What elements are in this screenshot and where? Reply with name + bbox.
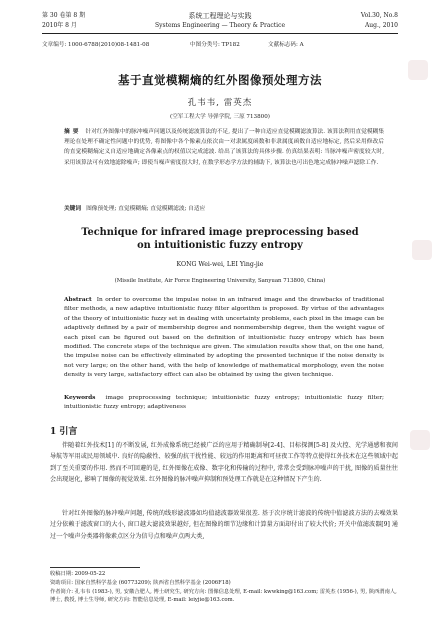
keywords-en bbox=[64, 394, 384, 413]
authors-en: KONG Wei-wei, LEI Ying-jie bbox=[176, 261, 264, 268]
footnote-bio: 作者简介: 孔韦韦 (1983-), 男, 安徽合肥人, 博士研究生, 研究方向: 图像信息处理, E-mail: kwwking@163.com; 雷英杰 (1956-), 男, 陕西渭南人, 博士, 教授, 博士生导师, 研究方向: 智能信息处理, E-mail: leiyjie@163.com. bbox=[50, 589, 397, 604]
authors-cn: 孔韦韦, 雷英杰 bbox=[187, 98, 253, 108]
keywords-text-en: image preprocessing technique; intuitionistic fuzzy entropy; intuitionistic fuzzy filter; intuitionistic fuzzy entropy; adaptiveness bbox=[64, 395, 385, 411]
watermark-tile bbox=[408, 60, 428, 80]
journal-name-en: Systems Engineering — Theory & Practice bbox=[154, 22, 286, 29]
article-number: 文章编号: 1000-6788(2010)08-1481-08 bbox=[42, 42, 150, 48]
abstract-en bbox=[64, 296, 384, 381]
footnote-rule bbox=[50, 567, 140, 568]
keywords-label-en: Keywords bbox=[64, 395, 96, 401]
footnote-fund: 资助项目: 国家自然科学基金 (60773209); 陕西省自然科学基金 (2006F18) bbox=[50, 580, 231, 586]
paper-title-cn: 基于直觉模糊熵的红外图像预处理方法 bbox=[118, 73, 322, 87]
keywords-cn bbox=[64, 205, 384, 214]
abstract-text-en: In order to overcome the impulse noise in an infrared image and the drawbacks of traditional filter methods, a new adaptive intuitionistic fuzzy filter algorithm is proposed. By virtue of the advantages of the theory of intuitionistic fuzzy set in dealing with uncertainty problems, each pixel in the image can be adaptively defined by a pair of membership degree and nonmembership degree, then the weight vague of each pixel can be figured out based on the definition of intuitionistic fuzzy entropy which has been modified. The concrete steps of the technique are given. The simulation results show that, on the one hand, the impulse noise can be effectively eliminated by adopting the presented technique if the noise density is not very large; on the other hand, with the help of knowledge of mathematical morphology, even the noise density is very large, satisfactory effect can also be obtained by using the given technique. bbox=[64, 297, 385, 379]
header-rule bbox=[42, 33, 398, 34]
header-date: 2010年 8 月 bbox=[42, 22, 77, 29]
footnote-received: 收稿日期: 2009-05-22 bbox=[50, 571, 106, 577]
header-issue: 第 30 卷第 8 期 bbox=[42, 12, 86, 19]
journal-name-cn: 系统工程理论与实践 bbox=[188, 12, 252, 20]
watermark-tile bbox=[410, 430, 430, 450]
paper-title-en bbox=[42, 226, 398, 252]
header-volume: Vol.30, No.8 bbox=[360, 12, 398, 19]
keywords-label-cn: 关键词 bbox=[64, 206, 82, 212]
affiliation-en: (Missile Institute, Air Force Engineering University, Sanyuan 713800, China) bbox=[114, 278, 326, 284]
abstract-label-en: Abstract bbox=[64, 297, 92, 303]
affiliation-cn: (空军工程大学 导弹学院, 三原 713800) bbox=[170, 114, 270, 120]
clc-number: 中图分类号: TP182 bbox=[190, 42, 240, 48]
intro-paragraph-1: 伴随着红外技术[1] 的不断发展, 红外成像系统已经被广泛的应用于精确制导[2-4]、目标探测[5-8] 及火控、光学通感和夜间导航等军用或民用领域中. 良好的隐蔽性、较强的抗干扰性能、较远的作用距离和可昼夜工作等特点使得红外技术在这些领域中起到了至关重要的作用. 然而不可回避的是, 红外图像在成像、数字化和传输的过程中, 常常会受到脉冲噪声的干扰, 图像的质量往往会出现退化, 影响了图像的视觉效果. 红外图像的脉冲噪声抑制和预处理工作就是在这种情况下产生的. bbox=[50, 442, 398, 484]
abstract-text-cn: 针对红外图像中的脉冲噪声问题以及传统滤波算法的不足, 提出了一种自适应直觉模糊滤波算法. 该算法利用直觉模糊集理论在处理不确定性问题中的优势, 将图像中各个像素点依次由一对隶属度函数和非隶属度函数自适应地标定, 然后采用修改后的直觉模糊熵定义自适应地确定各像素点的权值以完成滤波. 给出了该算法的具体步骤. 仿真结果表明: 当脉冲噪声密度较大时, 采用该算法可有效地滤除噪声; 即使当噪声密度很大时, 在数学形态学方法的辅助下, 该算法也可出色地完成脉冲噪声滤除工作. bbox=[64, 129, 385, 166]
paper-title-en-line1: Technique for infrared image preprocessing based bbox=[81, 227, 359, 238]
intro-paragraph-2: 针对红外图像的脉冲噪声问题, 传统的线形滤波器如均值滤波器效果很差. 基于次序统计滤波的传统中值滤波方法的去噪效果过分依赖于滤波窗口的大小, 窗口越大滤波效果越好, 但在图像的细节边缘和计算量方面却付出了较大代价; 开关中值滤波器[9] 通过一个噪声分类器将像素点区分为信号点和噪声点两大类, bbox=[50, 510, 398, 540]
header-month: Aug., 2010 bbox=[364, 22, 398, 29]
document-code: 文献标志码: A bbox=[268, 42, 304, 48]
abstract-label-cn: 摘要 bbox=[64, 129, 82, 135]
paper-title-en-line2: on intuitionistic fuzzy entropy bbox=[137, 240, 303, 251]
abstract-cn bbox=[64, 127, 384, 168]
section-heading-intro: 1 引言 bbox=[50, 427, 78, 437]
keywords-text-cn: 图像预处理; 直觉模糊熵; 直觉模糊滤波; 自适应 bbox=[86, 206, 206, 212]
watermark-tile bbox=[412, 240, 432, 260]
